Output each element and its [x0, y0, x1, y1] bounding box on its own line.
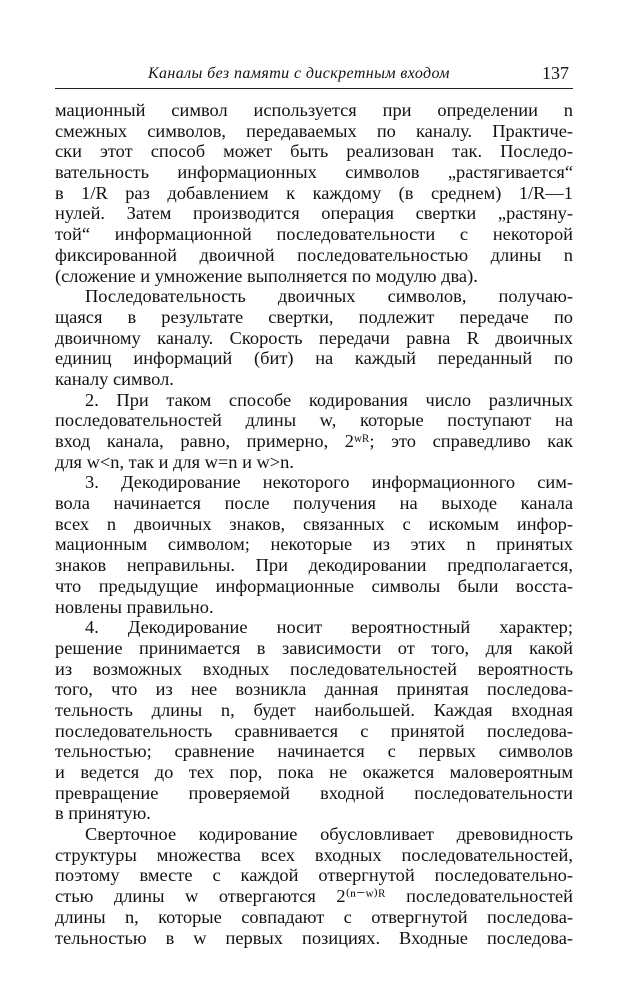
text-line: всех n двоичных знаков, связанных с искомым инфор- — [55, 513, 573, 534]
text-line: длины n, которые совпадают с отвергнутой последова- — [55, 906, 573, 927]
text-line: Последовательность двоичных символов, получаю- — [85, 286, 573, 307]
text-line: тельностью; сравнение начинается с первых символов — [55, 741, 573, 762]
text-line: последовательностей длины w, которые поступают на — [55, 410, 573, 431]
text-line: 3. Декодирование некоторого информационного сим- — [85, 472, 573, 493]
text-line: смежных символов, передаваемых по каналу. Практиче- — [55, 120, 573, 141]
text-line: для w<n, так и для w=n и w>n. — [55, 451, 294, 472]
text-line: решение принимается в зависимости от того, для какой — [55, 637, 573, 658]
text-line: той“ информационной последовательности с некоторой — [55, 224, 573, 245]
page-number: 137 — [542, 63, 569, 83]
text-line: превращение проверяемой входной последовательности — [55, 782, 573, 803]
text-line: вола начинается после получения на выходе канала — [55, 493, 573, 514]
text-line: 2. При таком способе кодирования число различных — [85, 389, 573, 410]
body-text — [55, 100, 573, 948]
text-line: тельностью в w первых позициях. Входные последова- — [55, 927, 573, 948]
text-line: мационным символом; некоторые из этих n принятых — [55, 534, 573, 555]
text-line: вательность информационных символов „растягивается“ — [55, 162, 573, 183]
text-line: каналу символ. — [55, 368, 174, 389]
text-line: двоичному каналу. Скорость передачи равна R двоичных — [55, 327, 573, 348]
text-line: 4. Декодирование носит вероятностный характер; — [85, 617, 573, 638]
text-line: единиц информаций (бит) на каждый переданный по — [55, 348, 573, 369]
text-line: (сложение и умножение выполняется по модулю два). — [55, 265, 478, 286]
text-line: того, что из нее возникла данная принятая последова- — [55, 679, 573, 700]
text-line: мационный символ используется при определении n — [55, 100, 573, 120]
text-line: и ведется до тех пор, пока не окажется маловероятным — [55, 762, 573, 782]
text-line: фиксированной двоичной последовательностью длины n — [55, 244, 573, 265]
text-line: знаков неправильны. При декодировании предполагается, — [55, 555, 573, 576]
text-line: тельность длины n, будет наибольшей. Каждая входная — [55, 699, 573, 720]
text-line: из возможных входных последовательностей вероятность — [55, 658, 573, 679]
text-line: стью длины w отвергаются 2⁽ⁿ⁻ʷ⁾ᴿ последовательностей — [55, 886, 573, 907]
running-title: Каналы без памяти с дискретным входом — [148, 65, 450, 82]
text-line: вход канала, равно, примерно, 2ʷᴿ; это справедливо как — [55, 431, 573, 451]
text-line: Сверточное кодирование обусловливает древовидность — [85, 824, 573, 845]
text-line: поэтому вместе с каждой отвергнутой последовательно- — [55, 865, 573, 886]
text-line: ски этот способ может быть реализован так. Последо- — [55, 141, 573, 162]
text-line: новлены правильно. — [55, 596, 214, 617]
text-line: структуры множества всех входных последовательностей, — [55, 844, 573, 865]
text-line: в принятую. — [55, 803, 151, 824]
header-rule — [55, 88, 573, 89]
text-line: в 1/R раз добавлением к каждому (в среднем) 1/R—1 — [55, 182, 573, 203]
text-line: щаяся в результате свертки, подлежит передаче по — [55, 306, 573, 327]
text-line: что предыдущие информационные символы были восста- — [55, 575, 573, 596]
text-line: нулей. Затем производится операция свертки „растяну- — [55, 203, 573, 224]
text-line: последовательность сравнивается с принятой последова- — [55, 720, 573, 741]
running-header — [55, 63, 573, 87]
